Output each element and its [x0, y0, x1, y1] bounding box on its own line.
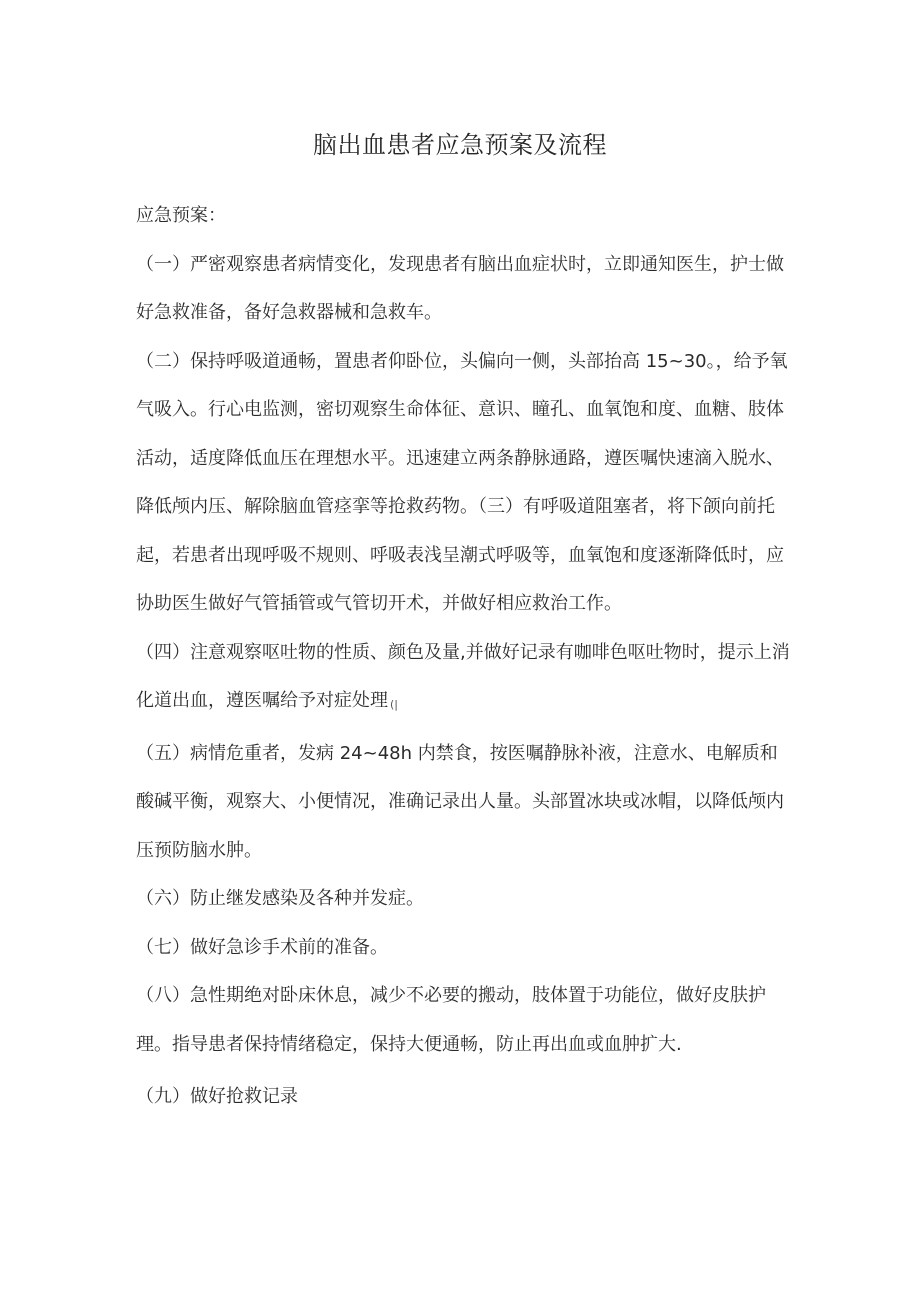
- item-4-trailing-mark: (|: [390, 698, 398, 711]
- section-label: 应急预案：: [136, 205, 226, 226]
- item-7: （七）做好急诊手术前的准备。: [136, 936, 388, 958]
- item-9: （九）做好抢救记录: [136, 1086, 298, 1107]
- document-body: [136, 192, 792, 1122]
- item-4-text: （四）注意观察呕吐物的性质、颜色及量,并做好记录有咖啡色呕吐物时，提示上消化道出血，遵医嘱给予对症处理: [136, 641, 790, 711]
- item-8: （八）急性期绝对卧床休息，减少不必要的搬动，肢体置于功能位，做好皮肤护理。指导患者保持情绪稳定，保持大便通畅，防止再出血或血肿扩大.: [136, 985, 766, 1055]
- item-2: （二）保持呼吸道通畅，置患者仰卧位，头偏向一侧，头部抬高 15~30。，给予氧气吸入。行心电监测，密切观察生命体征、意识、瞳孔、血氧饱和度、血糖、肢体活动，适度降低血压在理想水平。迅速建立两条静脉通路，遵医嘱快速滴入脱水、降低颅内压、解除脑血管痉挛等抢救药物。（三）有呼吸道阻塞者，将下颌向前托起，若患者出现呼吸不规则、呼吸表浅呈潮式呼吸等，血氧饱和度逐渐降低时，应协助医生做好气管插管或气管切开术，并做好相应救治工作。: [136, 350, 788, 614]
- item-5: （五）病情危重者，发病 24~48h 内禁食，按医嘱静脉补液，注意水、电解质和酸碱平衡，观察大、小便情况，准确记录出人量。头部置冰块或冰帽，以降低颅内压预防脑水肿。: [136, 742, 784, 861]
- item-4: [136, 629, 792, 730]
- item-1: （一）严密观察患者病情变化，发现患者有脑出血症状时，立即通知医生，护士做好急救准备，备好急救器械和急救车。: [136, 253, 784, 323]
- item-6: （六）防止继发感染及各种并发症。: [136, 888, 424, 909]
- document-title: 脑出血患者应急预案及流程: [313, 131, 607, 159]
